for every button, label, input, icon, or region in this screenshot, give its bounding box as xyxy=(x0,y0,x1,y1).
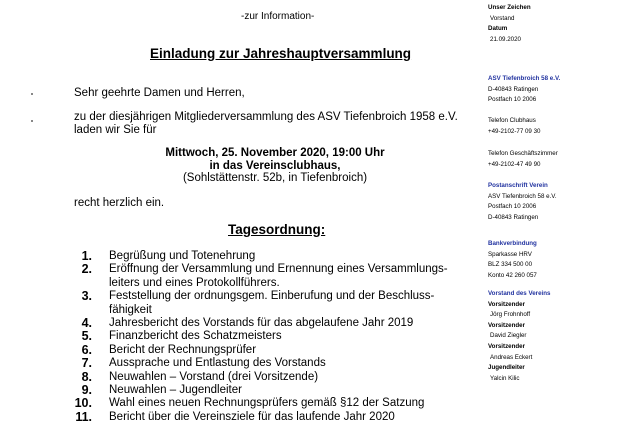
agenda-number: 5. xyxy=(81,329,92,344)
agenda-item xyxy=(74,317,474,330)
bank-label: Bankverbindung xyxy=(488,240,537,247)
agenda-text: Neuwahlen – Vorstand (drei Vorsitzende) xyxy=(109,370,319,383)
agenda-item xyxy=(74,250,474,263)
sidebar-board xyxy=(488,289,550,384)
phone-club-label: Telefon Clubhaus xyxy=(488,117,536,124)
agenda-number: 2. xyxy=(81,262,92,277)
board-role: Vorsitzender xyxy=(488,321,526,329)
reference-value: Vorstand xyxy=(490,14,515,22)
agenda-text: fähigkeit xyxy=(109,303,152,316)
agenda-text: Neuwahlen – Jugendleiter xyxy=(109,384,242,397)
club-city: D-40843 Ratingen xyxy=(488,85,539,93)
closing-text: recht herzlich ein. xyxy=(74,197,165,209)
reference-label: Unser Zeichen xyxy=(488,4,531,11)
sidebar-club-address xyxy=(488,74,560,106)
agenda-text: Jahresbericht des Vorstands für das abgelaufene Jahr 2019 xyxy=(109,317,414,330)
agenda-item xyxy=(74,304,474,317)
board-member: Yalcin Kilic xyxy=(490,374,520,382)
agenda-text: Eröffnung der Versammlung und Ernennung eines Versammlungs- xyxy=(109,263,448,276)
agenda-number: 8. xyxy=(81,369,92,384)
meeting-date: Mittwoch, 25. November 2020, 19:00 Uhr xyxy=(165,147,385,159)
agenda-number: 11. xyxy=(75,409,92,424)
bank-account: Konto 42 260 057 xyxy=(488,271,537,279)
sidebar-postal xyxy=(488,181,557,223)
club-pobox: Postfach 10 2006 xyxy=(488,96,537,104)
margin-mark xyxy=(31,120,33,122)
agenda-number: 10. xyxy=(74,396,92,411)
board-role: Vorsitzender xyxy=(488,300,526,308)
date-label: Datum xyxy=(488,25,508,33)
bank-name: Sparkasse HRV xyxy=(488,250,532,258)
intro-line: laden wir Sie für xyxy=(74,124,157,136)
board-role: Vorsitzender xyxy=(488,342,526,350)
board-label: Vorstand des Vereins xyxy=(488,290,551,297)
agenda-item xyxy=(74,290,474,303)
sidebar-phone-club xyxy=(488,116,540,137)
agenda-text: leiters und eines Protokollführers. xyxy=(109,276,280,289)
board-member: Andreas Eckert xyxy=(490,353,533,361)
agenda-number: 3. xyxy=(81,289,92,304)
agenda-item xyxy=(74,357,474,370)
board-role: Jugendleiter xyxy=(488,364,525,372)
agenda-item xyxy=(74,330,474,343)
phone-club-number: +49-2102-77 09 30 xyxy=(488,127,541,135)
postal-pobox: Postfach 10 2006 xyxy=(488,203,537,211)
sidebar-reference xyxy=(488,3,531,45)
margin-mark xyxy=(31,93,33,95)
agenda-item xyxy=(74,263,474,276)
sidebar-phone-office xyxy=(488,149,558,170)
agenda-number: 4. xyxy=(81,316,92,331)
bank-blz: BLZ 334 500 00 xyxy=(488,261,533,269)
sidebar-bank xyxy=(488,239,537,281)
board-member: David Ziegler xyxy=(490,332,527,340)
agenda-number: 7. xyxy=(81,356,92,371)
agenda-text: Bericht der Rechnungsprüfer xyxy=(109,343,257,356)
postal-city: D-40843 Ratingen xyxy=(488,213,539,221)
postal-label: Postanschrift Verein xyxy=(488,182,548,189)
agenda-text: Bericht über die Vereinsziele für das laufende Jahr 2020 xyxy=(109,410,395,423)
board-member: Jörg Frohnhoff xyxy=(490,311,531,319)
agenda-text: Finanzbericht des Schatzmeisters xyxy=(109,330,282,343)
agenda-item xyxy=(74,277,474,290)
meeting-place: in das Vereinsclubhaus, xyxy=(209,160,341,172)
agenda-text: Aussprache und Entlastung des Vorstands xyxy=(109,357,326,370)
meeting-address: (Sohlstättenstr. 52b, in Tiefenbroich) xyxy=(182,172,368,184)
agenda-text: Begrüßung und Totenehrung xyxy=(109,250,256,262)
agenda-item xyxy=(74,371,474,384)
agenda-text: Wahl eines neuen Rechnungsprüfers gemäß §12 der Satzung xyxy=(109,397,425,410)
information-note: -zur Information- xyxy=(241,11,315,22)
agenda-number: 9. xyxy=(81,383,92,398)
agenda-title: Tagesordnung: xyxy=(228,222,326,237)
agenda-list xyxy=(74,250,474,424)
club-name: ASV Tiefenbroich 58 e.V. xyxy=(488,75,561,82)
agenda-number: 1. xyxy=(81,249,92,263)
agenda-item xyxy=(74,411,474,424)
phone-office-number: +49-2102-47 49 90 xyxy=(488,160,541,168)
phone-office-label: Telefon Geschäftszimmer xyxy=(488,150,558,157)
agenda-item xyxy=(74,397,474,410)
postal-name: ASV Tiefenbroich 58 e.V. xyxy=(488,192,557,200)
agenda-item xyxy=(74,384,474,397)
date-value: 21.09.2020 xyxy=(490,35,521,43)
salutation: Sehr geehrte Damen und Herren, xyxy=(74,87,245,99)
document-title: Einladung zur Jahreshauptversammlung xyxy=(150,46,412,61)
agenda-text: Feststellung der ordnungsgem. Einberufung und der Beschluss- xyxy=(109,290,435,303)
agenda-number: 6. xyxy=(81,342,92,357)
agenda-item xyxy=(74,344,474,357)
intro-line: zu der diesjährigen Mitgliederversammlung des ASV Tiefenbroich 1958 e.V. xyxy=(74,111,458,123)
